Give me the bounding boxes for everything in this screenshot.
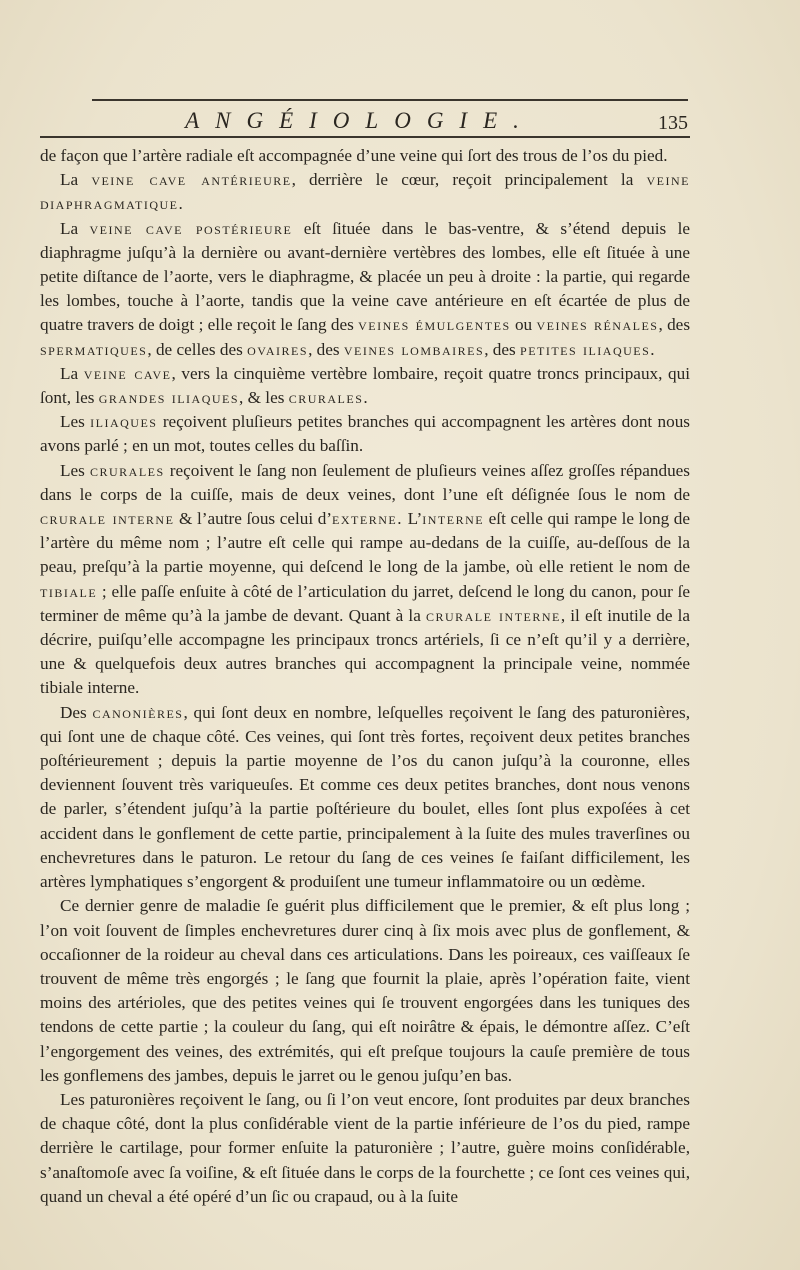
- text-run: ; elle paſſe enſuite à côté de l’articulation du jarret, deſcend le long du canon, pour ſe terminer de même qu’à la jambe de devant. Quant à la: [40, 581, 690, 625]
- small-caps-term: iliaques: [90, 412, 158, 432]
- paragraph-6: [40, 459, 690, 701]
- small-caps-term: grandes iliaques: [98, 388, 240, 408]
- text-run: eſt celle qui rampe le long de l’artère du même nom ; l’autre eſt celle qui rampe au-dedans de la cuiſſe, au-deſſous de la peau, preſqu’à la partie moyenne, qui deſcend le long de la jambe, où elle retient le nom de: [40, 509, 690, 577]
- text-run: , des: [308, 339, 344, 359]
- small-caps-term: crurale interne: [40, 509, 175, 529]
- body-text: [40, 144, 690, 1209]
- text-run: , & les: [239, 388, 289, 408]
- page-number: 135: [658, 112, 688, 134]
- paragraph-2: [40, 168, 690, 216]
- text-run: Ce dernier genre de maladie ſe guérit plus difficilement que le premier, & eſt plus long ; l’on voit ſouvent de ſimples enchevretures durer cinq à ſix mois avec plus de gonflement, & occaſionner de la roideur au cheval dans ces articulations. Dans les poireaux, ces vaiſſeaux ſe trouvent de même très engorgés ; le ſang que fournit la plaie, après l’opération faite, vient moins des artérioles, que des petites veines qui ſe trouvent engorgées dans les tuniques des tendons de cette partie ; la couleur du ſang, qui eſt noirâtre & épais, le démontre aſſez. C’eſt l’engorgement des veines, des extrémités, qui eſt preſque toujours la cauſe première de tous les gonflemens des jambes, depuis le jarret ou le genou juſqu’en bas.: [40, 896, 690, 1085]
- small-caps-term: crurales: [89, 460, 165, 480]
- small-caps-term: veines rénales: [536, 315, 659, 335]
- paragraph-4: [40, 362, 690, 410]
- small-caps-term: petites iliaques.: [520, 339, 657, 359]
- text-run: de façon que l’artère radiale eſt accompagnée d’une veine qui ſort des trous de l’os du pied.: [40, 146, 668, 165]
- text-run: La: [60, 170, 92, 190]
- text-run: , vers la cinquième vertèbre lombaire, reçoit quatre troncs principaux, qui ſont, les: [40, 363, 690, 408]
- header-rule-bottom: [40, 136, 690, 138]
- text-run: Les paturonières reçoivent le ſang, ou ſi l’on veut encore, ſont produites par deux branches de chaque côté, dont la plus conſidérable vient de la partie inférieure de l’os du pied, rampe derrière le cartilage, pour former enſuite la paturonière ; l’autre, guère moins conſidérable, s’anaſtomoſe avec ſa voiſine, & eſt ſituée dans le corps de la fourchette ; ce ſont ces veines qui, quand un cheval a été opéré d’un ſic ou crapaud, ou à la ſuite: [40, 1089, 690, 1206]
- small-caps-term: tibiale: [40, 581, 98, 601]
- paragraph-3: [40, 217, 690, 362]
- small-caps-term: veines émulgentes: [358, 315, 511, 335]
- small-caps-term: crurale interne: [425, 605, 561, 625]
- text-run: La: [60, 218, 90, 238]
- small-caps-term: veine cave: [83, 363, 172, 383]
- small-caps-term: ovaires: [247, 339, 309, 359]
- text-run: , de celles des: [147, 339, 248, 359]
- text-run: eſt ſituée dans le bas-ventre, & s’étend depuis le diaphragme juſqu’à la dernière ou avant-dernière vertèbres des lombes, elle eſt ſituée à une petite diſtance de l’aorte, vers le diaphragme, & placée un peu à droite : la partie, qui regarde les lombes, touche à l’aorte, tandis que la veine cave antérieure en eſt écartée de plus de quatre travers de doigt ; elle reçoit le ſang des: [40, 218, 690, 335]
- text-run: Les: [60, 460, 90, 480]
- paragraph-9: [40, 1088, 690, 1209]
- page-header: [40, 104, 690, 134]
- small-caps-term: externe.: [332, 509, 403, 529]
- paragraph-8: [40, 894, 690, 1088]
- text-run: reçoivent pluſieurs petites branches qui accompagnent les artères dont nous avons parlé ; en un mot, toutes celles du baſſin.: [40, 412, 690, 456]
- small-caps-term: veine cave antérieure: [91, 170, 292, 190]
- text-run: ou: [510, 315, 537, 335]
- paragraph-7: [40, 701, 690, 895]
- small-caps-term: spermatiques: [40, 339, 148, 359]
- text-run: Les: [60, 412, 91, 432]
- small-caps-term: crurales.: [288, 388, 370, 408]
- small-caps-term: interne: [422, 509, 485, 529]
- text-run: , il eſt inutile de la décrire, puiſqu’elle accompagne les principaux troncs artériels, ſi ce n’eſt qu’il y a derrière, une & quelquefois deux autres branches qui accompagnent la principale veine, nommée tibiale interne.: [40, 605, 690, 698]
- text-run: , des: [658, 315, 691, 335]
- text-run: L’: [403, 509, 423, 529]
- text-run: Des: [60, 702, 93, 722]
- paragraph-1: [40, 144, 690, 168]
- text-run: reçoivent le ſang non ſeulement de pluſieurs veines aſſez groſſes répandues dans le corps de la cuiſſe, mais de deux veines, dont l’une eſt déſignée ſous le nom de: [40, 460, 690, 504]
- paragraph-5: [40, 410, 690, 458]
- text-run: , des: [484, 339, 521, 359]
- small-caps-term: veines lombaires: [343, 339, 485, 359]
- header-rule-top: [92, 99, 688, 101]
- text-run: La: [60, 363, 84, 383]
- small-caps-term: canonières: [92, 702, 184, 722]
- small-caps-term: veine cave postérieure: [89, 218, 293, 238]
- small-caps-term: veine diaphragmatique.: [40, 170, 690, 214]
- running-title: ANGÉIOLOGIE.: [185, 108, 535, 133]
- text-run: , derrière le cœur, reçoit principalement la: [291, 170, 647, 190]
- text-run: , qui ſont deux en nombre, leſquelles reçoivent le ſang des paturonières, qui ſont une de chaque côté. Ces veines, qui ſont très fortes, reçoivent deux petites branches poſtérieurement ; depuis la partie moyenne de l’os du canon juſqu’à la couronne, elles deviennent ſouvent très variqueuſes. Et comme ces deux petites branches, dont nous venons de parler, s’étendent juſqu’à la partie poſtérieure du boulet, elles ſont plus expoſées à cet accident dans le gonflement de cette partie, principalement à la ſuite des mules traverſines ou enchevretures dans le paturon. Le retour du ſang de ces veines ſe faiſant difficilement, les artères lymphatiques s’engorgent & produiſent une tumeur inflammatoire ou un œdème.: [40, 702, 690, 892]
- text-run: & l’autre ſous celui d’: [174, 509, 333, 529]
